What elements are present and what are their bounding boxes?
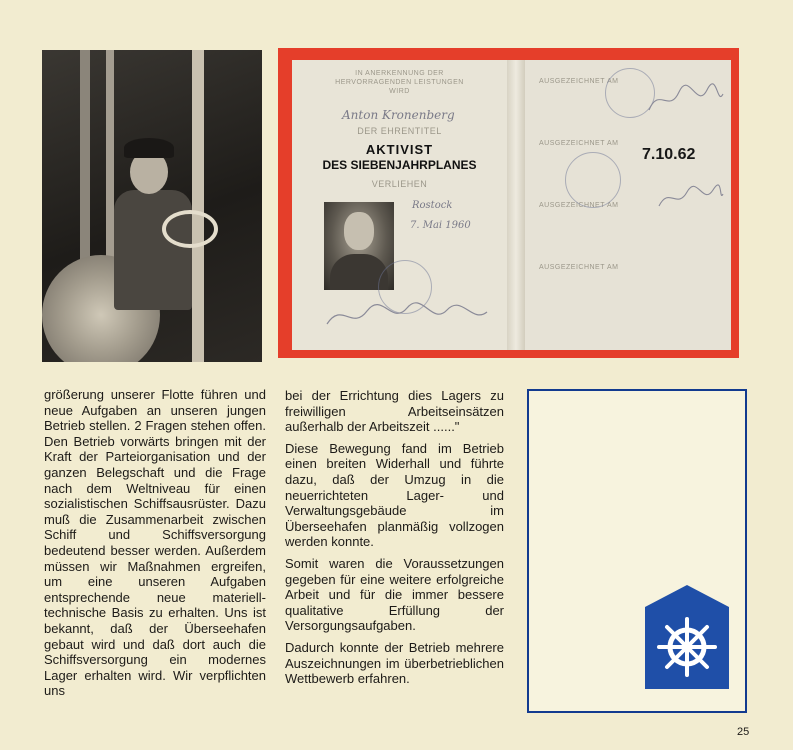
text-column-2: [285, 388, 504, 687]
worker-photo: [42, 50, 262, 362]
document-header-line: HERVORRAGENDEN LEISTUNGEN: [335, 79, 464, 86]
page-number: 25: [737, 726, 750, 738]
photo-worker-body: [114, 190, 192, 310]
honor-title-line1: AKTIVIST: [365, 142, 434, 157]
ship-wheel-icon: [645, 585, 729, 689]
official-stamp: [565, 152, 621, 208]
text-column-1: [44, 387, 266, 699]
award-document: [292, 60, 731, 350]
signature-scribble: [655, 180, 725, 214]
paragraph: größerung unserer Flotte führen und neue Aufgaben an unseren jungen Betrieb stellen. 2 Fragen stehen offen. Den Betrieb vorwärts bringen mit der Kraft der Parteiorganisation und der ganzen Belegschaft und die Frage nach dem Weltniveau für einen sozialistischen Schiffsausrüster. Dazu muß die Zusammenarbeit zwischen Schiff und Schiffsversorgung bedeutend besser werden. Außerdem müssen wir Maßnahmen ergreifen, um eine unseren Aufgaben entsprechende neue materiell-technische Basis zu erhalten. Uns ist bekannt, daß der Überseehafen gebaut wird und daß dort auch die Schiffsversorgung ein modernes Lager erhalten wird. Wir verpflichten uns: [44, 387, 266, 699]
document-left-page: [292, 60, 507, 350]
right-page-label: AUSGEZEICHNET AM: [539, 140, 619, 147]
document-right-page: [525, 60, 731, 350]
right-page-label: AUSGEZEICHNET AM: [539, 202, 619, 209]
right-page-label: AUSGEZEICHNET AM: [539, 264, 619, 271]
award-date: 7. Mai 1960: [410, 220, 471, 231]
photo-steering-wheel: [162, 210, 218, 248]
document-header-line: WIRD: [389, 88, 410, 95]
honor-title-prefix: DER EHRENTITEL: [357, 126, 442, 136]
recipient-name: Anton Kronenberg: [342, 108, 455, 122]
stamp-date: 7.10.62: [642, 146, 696, 163]
paragraph: bei der Errichtung dies Lagers zu freiwilligen Arbeitseinsätzen außerhalb der Arbeitszeit ......": [285, 388, 504, 435]
right-page-label: AUSGEZEICHNET AM: [539, 78, 619, 85]
document-spine: [507, 60, 525, 350]
award-place: Rostock: [412, 200, 453, 211]
paragraph: Somit waren die Voraussetzungen gegeben für eine weitere erfolgreiche Arbeit und für die immer bessere qualitative Erfüllung der Versorgungsaufgaben.: [285, 555, 504, 634]
paragraph: Dadurch konnte der Betrieb mehrere Auszeichnungen im überbetrieblichen Wettbewerb erfahren.: [285, 639, 504, 687]
photo-worker-cap: [124, 138, 174, 158]
emblem-box: [527, 389, 747, 713]
signature-scribble: [322, 296, 492, 336]
portrait-face: [344, 212, 374, 250]
awarded-label: VERLIEHEN: [371, 179, 428, 189]
paragraph: Diese Bewegung fand im Betrieb einen breiten Widerhall und führte dazu, daß der Umzug in die neuerrichteten Lager- und Verwaltungsgebäude im Überseehafen planmäßig vollzogen werden konnte.: [285, 440, 504, 550]
honor-title-line2: DES SIEBENJAHRPLANES: [322, 158, 477, 172]
signature-scribble: [645, 80, 725, 120]
award-document-frame: [278, 48, 739, 358]
document-header-line: IN ANERKENNUNG DER: [355, 70, 444, 77]
photo-pillar: [192, 50, 204, 362]
